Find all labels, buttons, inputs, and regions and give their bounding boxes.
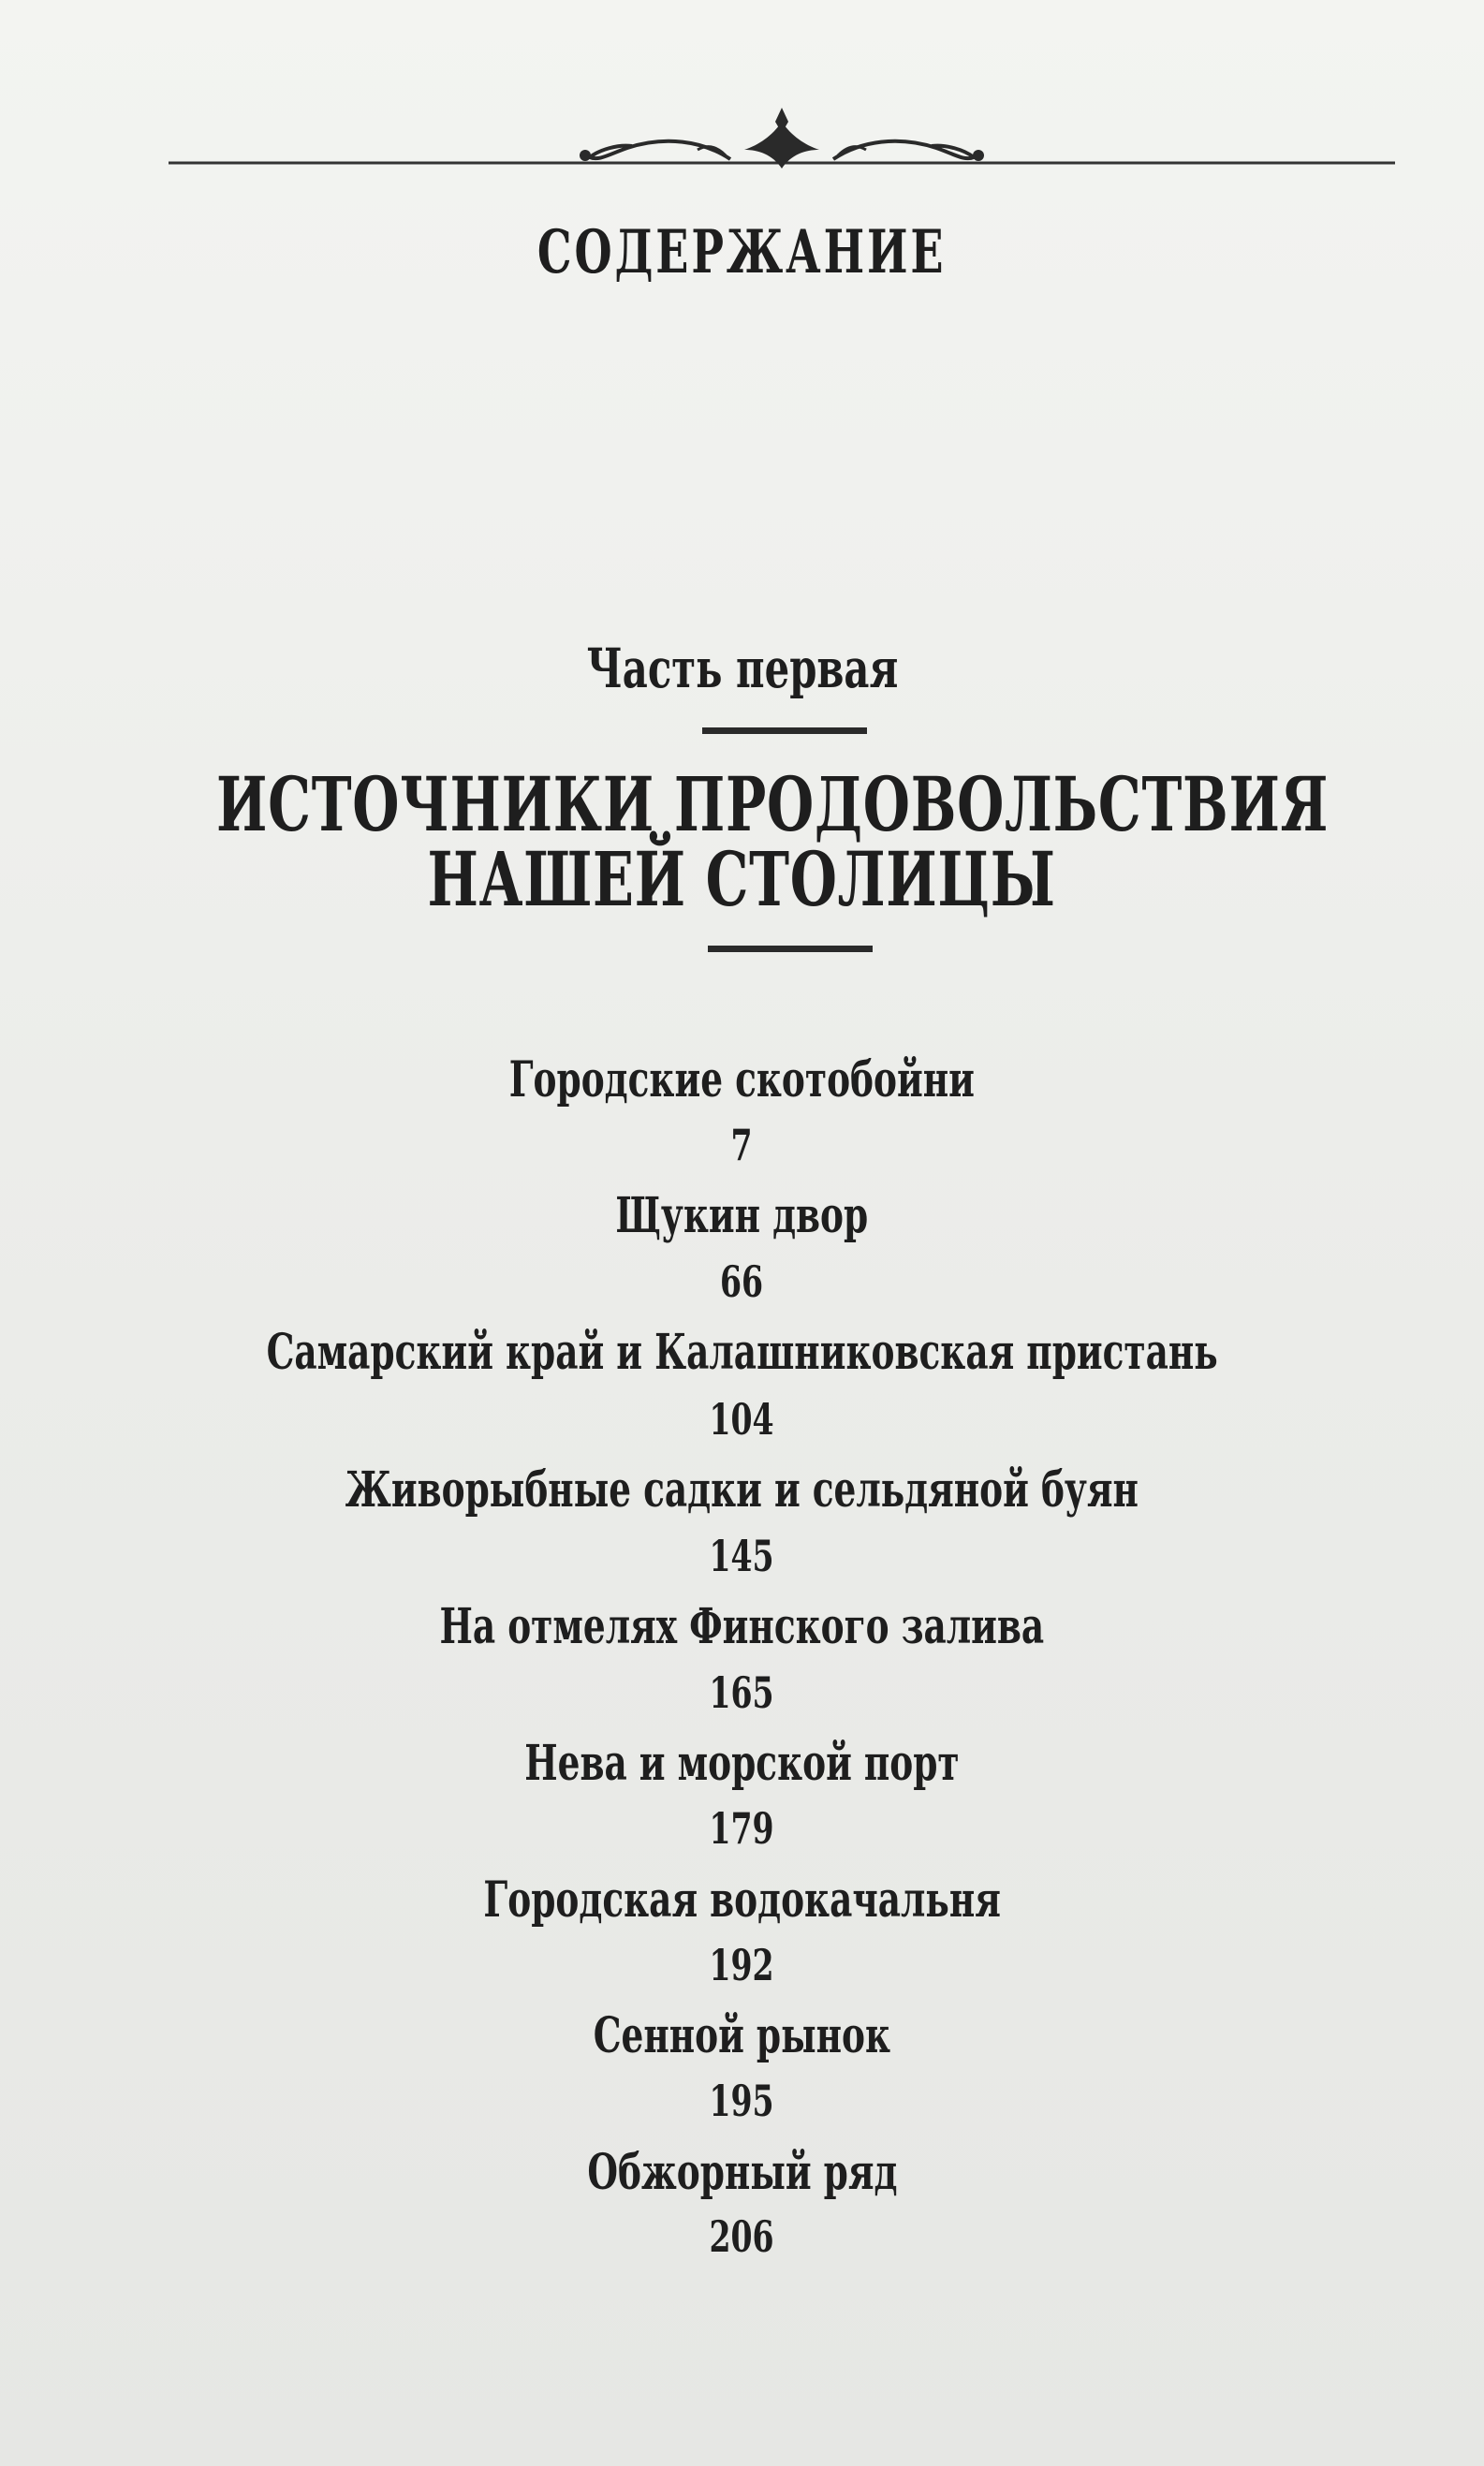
toc-entry-page: 104: [709, 1394, 775, 1445]
toc-entry-title: Нева и морской порт: [524, 1735, 960, 1792]
toc-entry-page: 7: [730, 1120, 754, 1170]
part-label: Часть первая: [586, 637, 898, 700]
toc-entry-page: 145: [709, 1531, 775, 1581]
toc-entry-page: 66: [720, 1256, 764, 1307]
toc-entry-title: Обжорный ряд: [586, 2144, 898, 2201]
rule-divider-bottom: [708, 946, 873, 952]
ornament-divider: [159, 103, 1404, 178]
toc-entry-page: 165: [709, 1667, 775, 1718]
section-title-line-2: НАШЕЙ СТОЛИЦЫ: [427, 835, 1057, 923]
toc-entry-page: 206: [709, 2211, 775, 2262]
toc-entry-page: 179: [709, 1803, 775, 1854]
toc-entry-title: Самарский край и Калашниковская пристань: [266, 1324, 1218, 1381]
toc-entry-title: Сенной рынок: [593, 2007, 891, 2064]
toc-entry-title: Городская водокачальня: [483, 1872, 1001, 1929]
contents-title: СОДЕРЖАНИЕ: [537, 217, 947, 287]
toc-entry-title: Живорыбные садки и сельдяной буян: [345, 1461, 1139, 1519]
rule-divider-top: [702, 727, 867, 734]
toc-entry-title: Щукин двор: [615, 1187, 869, 1244]
toc-entry-title: На отмелях Финского залива: [439, 1598, 1045, 1655]
section-title-line-1: ИСТОЧНИКИ ПРОДОВОЛЬСТВИЯ: [216, 760, 1330, 848]
toc-entry-title: Городские скотобойни: [508, 1051, 976, 1108]
toc-entry-page: 192: [709, 1940, 775, 1990]
toc-entry-page: 195: [709, 2076, 775, 2126]
